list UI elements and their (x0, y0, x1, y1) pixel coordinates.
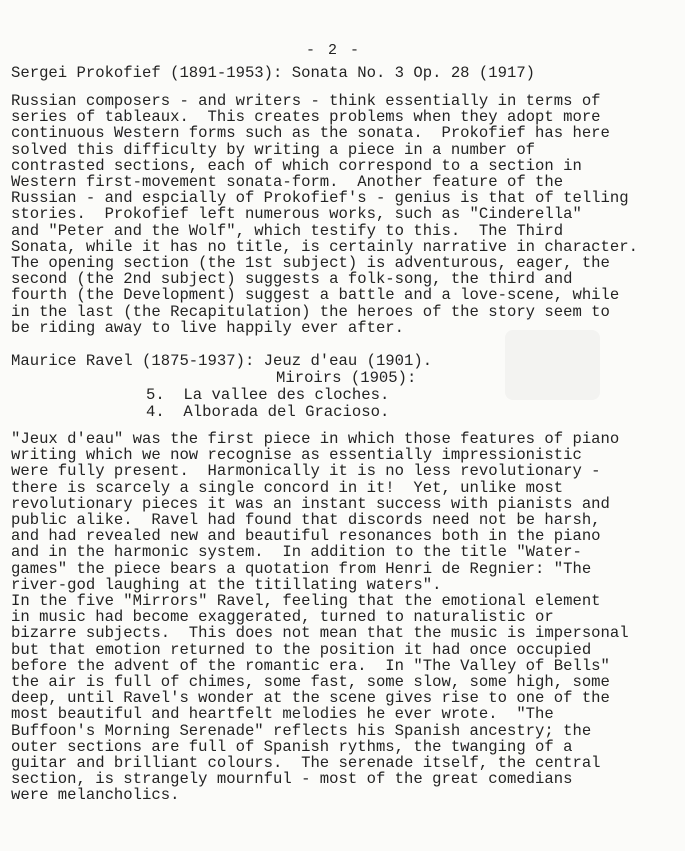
paragraph-line: contrasted sections, each of which correspond to a section in (11, 156, 582, 175)
paragraph-line: section, is strangely mournful - most of the great comedians (11, 770, 573, 789)
paragraph-line: were melancholics. (11, 786, 180, 805)
paragraph-line: continuous Western forms such as the sonata. Prokofief has here (11, 124, 610, 143)
paper-bleed-mark (505, 330, 600, 400)
paragraph-line: Buffoon's Morning Serenade" reflects his Spanish ancestry; the (11, 721, 592, 740)
paragraph-line: solved this difficulty by writing a piece in a number of (11, 140, 536, 159)
paragraph-line: Sonata, while it has no title, is certainly narrative in character. (11, 237, 638, 256)
ravel-subheading: Miroirs (1905): (276, 369, 417, 387)
paragraph-line: in music had become exaggerated, turned to naturalistic or (11, 608, 554, 627)
page-number: - 2 - (306, 42, 362, 59)
paragraph-line: guitar and brilliant colours. The serenade itself, the central (11, 754, 601, 772)
ravel-work-item: 4. Alborada del Gracioso. (146, 403, 390, 421)
paragraph-line: river-god laughing at the titillating waters". (11, 575, 442, 594)
ravel-heading: Maurice Ravel (1875-1937): Jeuz d'eau (1901). (11, 352, 433, 370)
paragraph-line: stories. Prokofief left numerous works, such as "Cinderella" (11, 205, 582, 224)
paragraph-line: writing which we now recognise as essentially impressionistic (11, 446, 582, 465)
paragraph-line: second (the 2nd subject) suggests a folk-song, the third and (11, 270, 573, 289)
paragraph-line: but that emotion returned to the position it had once occupied (11, 640, 592, 659)
paragraph-line: fourth (the Development) suggest a battle and a love-scene, while (11, 286, 620, 305)
paragraph-line: Western first-movement sonata-form. Another feature of the (11, 173, 564, 191)
paragraph-line: series of tableaux. This creates problems when they adopt more (11, 108, 601, 127)
paragraph-line: revolutionary pieces it was an instant success with pianists and (11, 494, 610, 513)
paragraph-line: In the five "Mirrors" Ravel, feeling that the emotional element (11, 592, 601, 610)
paragraph-line: Russian composers - and writers - think essentially in terms of (11, 92, 601, 110)
paragraph-line: and "Peter and the Wolf", which testify to this. The Third (11, 221, 564, 240)
paragraph-line: public alike. Ravel had found that discords need not be harsh, (11, 511, 601, 529)
paragraph-line: bizarre subjects. This does not mean that the music is impersonal (11, 624, 629, 643)
paragraph-line: games" the piece bears a quotation from Henri de Regnier: "The (11, 559, 592, 578)
paragraph-line: were fully present. Harmonically it is no less revolutionary - (11, 462, 601, 481)
paragraph-line: and in the harmonic system. In addition to the title "Water- (11, 543, 582, 562)
ravel-work-item: 5. La vallee des cloches. (146, 386, 390, 404)
paragraph-line: most beautiful and heartfelt melodies he ever wrote. "The (11, 705, 554, 724)
paragraph-line: be riding away to live happily ever after. (11, 318, 405, 337)
paragraph-line: there is scarcely a single concord in it! Yet, unlike most (11, 478, 564, 497)
paragraph-line: the air is full of chimes, some fast, some slow, some high, some (11, 673, 610, 691)
paragraph-line: Russian - and espcially of Prokofief's - genius is that of telling (11, 189, 629, 208)
paragraph-line: and had revealed new and beautiful resonances both in the piano (11, 527, 601, 546)
paragraph-line: before the advent of the romantic era. In "The Valley of Bells" (11, 656, 610, 675)
paragraph-line: in the last (the Recapitulation) the heroes of the story seem to (11, 302, 610, 321)
paragraph-line: "Jeux d'eau" was the first piece in which those features of piano (11, 430, 620, 448)
paragraph-line: The opening section (the 1st subject) is adventurous, eager, the (11, 254, 610, 272)
prokofief-heading: Sergei Prokofief (1891-1953): Sonata No. 3 Op. 28 (1917) (11, 64, 536, 82)
paragraph-line: deep, until Ravel's wonder at the scene gives rise to one of the (11, 689, 610, 708)
paragraph-line: outer sections are full of Spanish rythms, the twanging of a (11, 737, 573, 756)
